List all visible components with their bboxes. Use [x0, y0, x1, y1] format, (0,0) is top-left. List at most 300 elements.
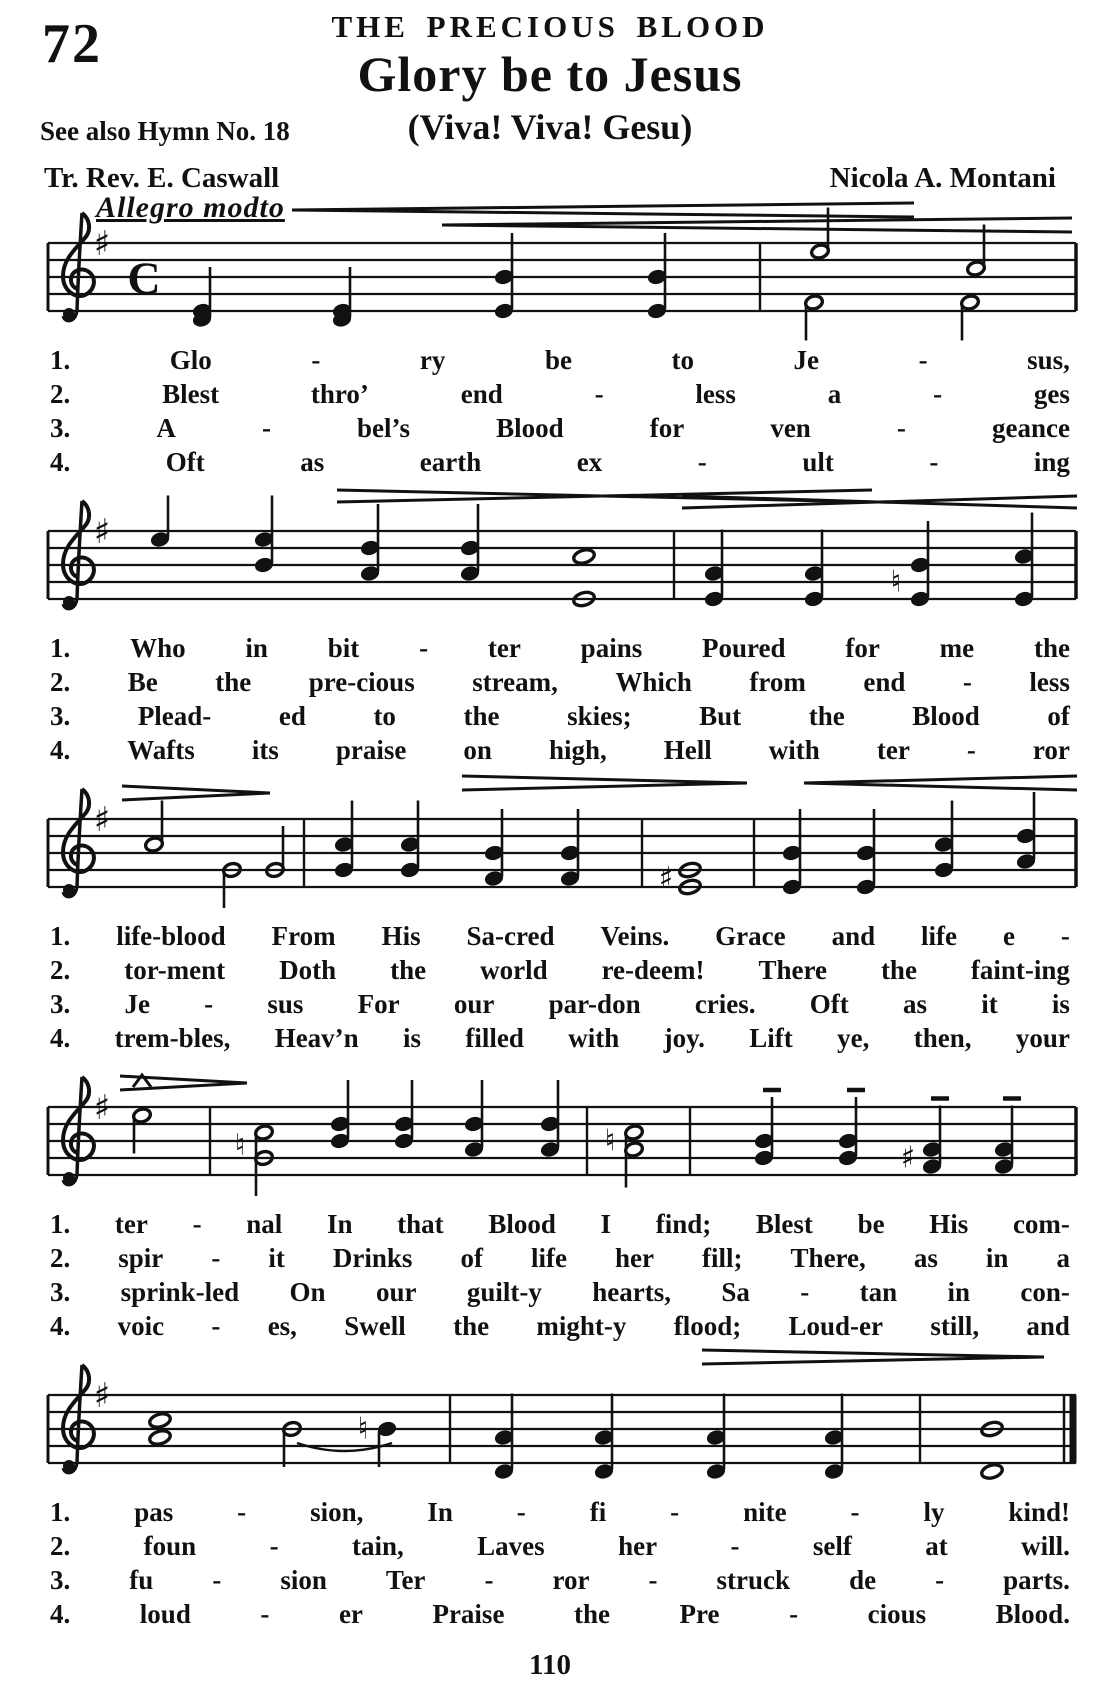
hairpin-dynamic-icon [462, 776, 747, 790]
lyric-syllable: high, [548, 735, 607, 765]
lyric-syllable: 4. [50, 1599, 71, 1629]
lyric-syllable: to [373, 701, 396, 731]
note [704, 530, 724, 608]
hairpin-dynamic-icon [804, 776, 1077, 790]
lyric-syllable: hearts, [592, 1277, 671, 1307]
lyric-syllable: the [453, 1311, 490, 1341]
lyric-syllable: Which [615, 667, 692, 697]
lyric-syllable: 1. [50, 345, 71, 375]
lyric-syllable: 2. [50, 379, 71, 409]
lyric-syllable: ter [876, 735, 910, 765]
lyric-syllable: it [268, 1243, 285, 1273]
hairpin-dynamic-icon [702, 1350, 1044, 1364]
lyric-syllable: less [695, 379, 736, 409]
note [605, 1124, 644, 1188]
verse-block-1 [0, 343, 1100, 483]
note [1014, 513, 1034, 608]
lyric-syllable: find; [655, 1209, 712, 1239]
lyric-syllable: Heav’n [274, 1023, 359, 1053]
verse-line [50, 377, 1070, 411]
lyric-syllable: 3. [50, 989, 71, 1019]
lyric-syllable: For [357, 989, 400, 1019]
note [901, 1099, 949, 1176]
key-signature-sharp-icon: ♯ [93, 224, 111, 264]
lyric-syllable: our [453, 989, 495, 1019]
lyric-syllable: ter [114, 1209, 148, 1239]
lyric-syllable: Loud-er [788, 1311, 884, 1341]
note [782, 809, 802, 895]
lyric-syllable: 3. [50, 701, 71, 731]
lyric-syllable: loud [139, 1599, 191, 1629]
lyric-syllable: as [300, 447, 325, 477]
lyric-syllable: e [1002, 921, 1015, 951]
lyric-syllable: Blest [755, 1209, 813, 1239]
lyric-syllable: 4. [50, 1311, 71, 1341]
lyric-syllable: ven [770, 413, 811, 443]
note [754, 1090, 781, 1166]
lyric-syllable: - [935, 1565, 945, 1595]
lyric-syllable: sus [267, 989, 304, 1019]
lyric-syllable: Je [124, 989, 150, 1019]
lyric-syllable: tain, [352, 1531, 404, 1561]
lyric-syllable: bel’s [357, 413, 411, 443]
section-title: THE PRECIOUS BLOOD [331, 9, 769, 44]
lyric-syllable: end [863, 667, 906, 697]
lyric-syllable: be [857, 1209, 885, 1239]
verse-line [50, 1275, 1070, 1309]
music-staff-3 [42, 771, 1082, 919]
lyric-syllable: Plead- [137, 701, 212, 731]
lyric-syllable: re-deem! [601, 955, 705, 985]
note [222, 862, 242, 908]
lyric-syllable: - [237, 1497, 247, 1527]
lyric-syllable: par-don [548, 989, 641, 1019]
accidental-icon: ♯ [658, 861, 674, 896]
treble-clef-icon [63, 501, 94, 609]
lyric-syllable: - [211, 1311, 221, 1341]
lyric-syllable: struck [716, 1565, 791, 1595]
lyric-syllable: skies; [567, 701, 632, 731]
lyric-syllable: the [573, 1599, 610, 1629]
lyric-syllable: in [985, 1243, 1009, 1273]
lyric-syllable: er [338, 1599, 363, 1629]
verse-line [50, 631, 1070, 665]
verse-line [50, 411, 1070, 445]
lyric-syllable: thro’ [310, 379, 369, 409]
lyric-syllable: for [649, 413, 685, 443]
lyric-syllable: 1. [50, 633, 71, 663]
hairpin-dynamic-icon [682, 496, 1077, 508]
lyric-syllable: - [800, 1277, 810, 1307]
lyric-syllable: - [204, 989, 214, 1019]
lyric-syllable: Sa [721, 1277, 750, 1307]
hymn-number: 72 [42, 13, 102, 75]
lyric-syllable: - [697, 447, 707, 477]
key-signature-sharp-icon: ♯ [93, 800, 111, 840]
lyric-syllable: com- [1012, 1209, 1070, 1239]
lyric-syllable: cious [867, 1599, 927, 1629]
lyric-syllable: - [516, 1497, 526, 1527]
verse-block-2 [0, 631, 1100, 771]
see-also-reference: See also Hymn No. 18 [40, 116, 290, 146]
lyric-syllable: con- [1020, 1277, 1070, 1307]
lyric-syllable: as [902, 989, 927, 1019]
lyric-syllable: - [260, 1599, 270, 1629]
treble-clef-icon [63, 1077, 94, 1185]
lyric-syllable: still, [930, 1311, 980, 1341]
music-staff-4 [42, 1059, 1082, 1207]
verse-line [50, 1563, 1070, 1597]
lyric-syllable: self [812, 1531, 852, 1561]
lyric-syllable: voic [117, 1311, 165, 1341]
lyric-syllable: From [271, 921, 336, 951]
note [824, 1394, 844, 1480]
lyric-syllable: spir [118, 1243, 164, 1273]
lyric-syllable: Poured [702, 633, 786, 663]
lyric-syllable: to [671, 345, 694, 375]
lyric-syllable: sion, [310, 1497, 364, 1527]
lyric-syllable: life [530, 1243, 567, 1273]
lyric-syllable: ry [419, 345, 446, 375]
verse-line [50, 1309, 1070, 1343]
music-system-5 [0, 1347, 1100, 1635]
lyric-syllable: Sa-cred [466, 921, 555, 951]
lyric-syllable: bit [327, 633, 360, 663]
accidental-icon: ♯ [900, 1140, 916, 1176]
lyric-syllable: with [568, 1023, 620, 1053]
lyric-syllable: faint-ing [970, 955, 1070, 985]
lyric-syllable: is [1051, 989, 1070, 1019]
note [235, 1124, 274, 1196]
lyric-syllable: is [403, 1023, 422, 1053]
note [1016, 792, 1036, 870]
lyric-syllable: fill; [702, 1243, 743, 1273]
accidental-icon: ♮ [890, 564, 902, 600]
lyric-syllable: less [1029, 667, 1070, 697]
lyric-syllable: earth [419, 447, 482, 477]
lyric-syllable: tor-ment [124, 955, 226, 985]
verse-line [50, 699, 1070, 733]
lyric-syllable: In [427, 1497, 453, 1527]
lyric-syllable: flood; [673, 1311, 742, 1341]
lyric-syllable: Swell [344, 1311, 406, 1341]
verse-line [50, 953, 1070, 987]
lyric-syllable: the [1033, 633, 1070, 663]
lyric-syllable: be [544, 345, 572, 375]
lyric-syllable: His [929, 1209, 969, 1239]
note [484, 809, 504, 887]
hairpin-dynamic-icon [442, 218, 1072, 232]
lyric-syllable: de [849, 1565, 877, 1595]
lyric-syllable: Blest [162, 379, 220, 409]
lyric-syllable: cries. [694, 989, 756, 1019]
lyric-syllable: ly [923, 1497, 945, 1527]
key-signature-sharp-icon: ♯ [93, 1376, 111, 1416]
note [358, 1412, 397, 1468]
lyric-syllable: the [463, 701, 500, 731]
lyric-syllable: Blood [488, 1209, 556, 1239]
music-system-2 [0, 483, 1100, 771]
page-header [0, 0, 1100, 195]
lyric-syllable: ed [278, 701, 306, 731]
lyric-syllable: 1. [50, 921, 71, 951]
verse-line [50, 1597, 1070, 1631]
note [960, 294, 980, 340]
hairpin-dynamic-icon [292, 203, 914, 217]
composer-credit: Nicola A. Montani [829, 162, 1056, 194]
lyric-syllable: Je [793, 345, 820, 375]
lyric-syllable: 2. [50, 1243, 71, 1273]
treble-clef-icon [63, 213, 94, 321]
note [804, 530, 824, 608]
lyric-syllable: Grace [715, 921, 786, 951]
lyric-syllable: pre-cious [308, 667, 415, 697]
lyric-syllable: - [419, 633, 429, 663]
lyric-syllable: Ter [385, 1565, 426, 1595]
lyric-syllable: 3. [50, 1277, 71, 1307]
lyric-syllable: Drinks [332, 1243, 413, 1273]
lyric-syllable: Oft [809, 989, 849, 1019]
lyric-syllable: from [749, 667, 806, 697]
lyric-syllable: - [850, 1497, 860, 1527]
lyric-syllable: Be [127, 667, 158, 697]
verse-line [50, 1021, 1070, 1055]
lyric-syllable: pas [134, 1497, 174, 1527]
lyric-syllable: 2. [50, 955, 71, 985]
lyric-syllable: Blood [496, 413, 564, 443]
lyric-syllable: her [618, 1531, 658, 1561]
lyric-syllable: then, [913, 1023, 972, 1053]
lyric-syllable: nite [743, 1497, 787, 1527]
subtitle-row [0, 104, 1100, 154]
lyric-syllable: the [390, 955, 427, 985]
lyric-syllable: ter [487, 633, 521, 663]
lyric-syllable: I [600, 1209, 612, 1239]
lyric-syllable: - [896, 413, 906, 443]
lyric-syllable: fu [129, 1565, 154, 1595]
lyric-syllable: of [1047, 701, 1070, 731]
verse-line [50, 665, 1070, 699]
lyric-syllable: Oft [165, 447, 205, 477]
lyric-syllable: - [212, 1565, 222, 1595]
lyric-syllable: Blood. [995, 1599, 1070, 1629]
lyric-syllable: 1. [50, 1497, 71, 1527]
lyric-syllable: ges [1033, 379, 1070, 409]
note [659, 861, 702, 896]
lyric-syllable: her [615, 1243, 654, 1273]
lyric-syllable: a [827, 379, 842, 409]
note [254, 496, 274, 574]
lyric-syllable: - [484, 1565, 494, 1595]
verse-line [50, 445, 1070, 479]
lyric-syllable: on [463, 735, 492, 765]
verse-block-3 [0, 919, 1100, 1059]
lyric-syllable: ror [552, 1565, 590, 1595]
note [460, 504, 480, 582]
lyric-syllable: - [594, 379, 604, 409]
treble-clef-icon [63, 789, 94, 897]
lyric-syllable: - [918, 345, 928, 375]
lyric-syllable: at [925, 1531, 948, 1561]
lyric-syllable: stream, [472, 667, 558, 697]
lyric-syllable: There, [790, 1243, 866, 1273]
key-signature-sharp-icon: ♯ [93, 1088, 111, 1128]
lyric-syllable: - [311, 345, 321, 375]
page-number: 110 [529, 1649, 571, 1681]
verse-line [50, 1529, 1070, 1563]
lyric-syllable: geance [992, 413, 1070, 443]
lyric-syllable: In [326, 1209, 353, 1239]
note [494, 1394, 514, 1480]
tempo-marking: Allegro modto [96, 191, 285, 224]
lyric-syllable: joy. [663, 1023, 705, 1053]
lyric-syllable: 1. [50, 1209, 71, 1239]
lyric-syllable: - [211, 1243, 221, 1273]
lyric-syllable: filled [465, 1023, 524, 1053]
note [400, 801, 420, 879]
note [144, 801, 164, 853]
hairpin-dynamic-icon [122, 786, 270, 800]
subtitle-italian: (Viva! Viva! Gesu) [407, 107, 693, 147]
lyric-syllable: - [929, 447, 939, 477]
lyric-syllable: Doth [279, 955, 337, 985]
note [330, 1080, 350, 1149]
lyric-syllable: world [480, 955, 548, 985]
verse-line [50, 343, 1070, 377]
lyric-syllable: fi [589, 1497, 607, 1527]
verse-line [50, 1207, 1070, 1241]
lyric-syllable: - [962, 667, 972, 697]
lyric-syllable: ror [1032, 735, 1070, 765]
time-signature: C [127, 252, 161, 304]
lyric-syllable: - [670, 1497, 680, 1527]
lyric-syllable: es, [267, 1311, 297, 1341]
lyric-syllable: praise [335, 735, 407, 765]
lyric-syllable: and [1026, 1311, 1070, 1341]
lyric-syllable: ing [1033, 447, 1070, 477]
lyric-syllable: 4. [50, 735, 71, 765]
lyric-syllable: sion [280, 1565, 327, 1595]
lyric-syllable: - [730, 1531, 740, 1561]
note [706, 1394, 726, 1480]
lyric-syllable: ult [802, 447, 834, 477]
lyric-syllable: end [460, 379, 503, 409]
lyric-syllable: sus, [1027, 345, 1070, 375]
lyric-syllable: Lift [749, 1023, 793, 1053]
note [994, 1099, 1021, 1175]
music-staff-2 [42, 483, 1082, 631]
lyric-syllable: life [921, 921, 958, 951]
lyric-syllable: But [699, 701, 742, 731]
lyric-syllable: ex [576, 447, 603, 477]
note [856, 809, 876, 895]
lyric-syllable: sprink-led [120, 1277, 240, 1307]
lyric-syllable: - [966, 735, 976, 765]
lyric-syllable: life-blood [116, 921, 226, 951]
verse-line [50, 733, 1070, 767]
lyric-syllable: 4. [50, 447, 71, 477]
lyric-syllable: 2. [50, 667, 71, 697]
lyric-syllable: kind! [1008, 1497, 1070, 1527]
verse-line [50, 919, 1070, 953]
lyric-syllable: with [768, 735, 820, 765]
lyric-syllable: - [269, 1531, 279, 1561]
note [594, 1394, 614, 1480]
verse-block-5 [0, 1495, 1100, 1635]
lyric-syllable: it [981, 989, 998, 1019]
music-staff-5 [42, 1347, 1082, 1495]
lyric-syllable: your [1015, 1023, 1070, 1053]
lyric-syllable: Laves [477, 1531, 545, 1561]
lyric-syllable: Praise [432, 1599, 505, 1629]
lyric-syllable: ye, [837, 1023, 870, 1053]
lyric-syllable: that [397, 1209, 444, 1239]
lyric-syllable: foun [143, 1531, 197, 1561]
lyric-syllable: the [808, 701, 845, 731]
lyric-syllable: the [215, 667, 252, 697]
lyric-syllable: might-y [536, 1311, 627, 1341]
lyric-syllable: for [845, 633, 880, 663]
music-system-4 [0, 1059, 1100, 1347]
note [150, 496, 170, 548]
lyric-syllable: 2. [50, 1531, 71, 1561]
note [360, 504, 380, 582]
lyric-syllable: will. [1021, 1531, 1070, 1561]
lyric-syllable: Glo [169, 345, 212, 375]
lyric-syllable: A [156, 413, 176, 443]
verse-block-4 [0, 1207, 1100, 1347]
lyric-syllable: Who [130, 633, 186, 663]
note [464, 1080, 484, 1158]
lyric-syllable: 3. [50, 1565, 71, 1595]
page-title: Glory be to Jesus [357, 46, 743, 102]
lyric-syllable: parts. [1003, 1565, 1070, 1595]
lyric-syllable: tan [859, 1277, 898, 1307]
lyric-syllable: guilt-y [466, 1277, 542, 1307]
lyric-syllable: trem-bles, [114, 1023, 231, 1053]
lyric-syllable: in [245, 633, 268, 663]
note [647, 233, 667, 319]
note [934, 801, 954, 879]
lyric-syllable: There [758, 955, 827, 985]
lyric-syllable: On [289, 1277, 326, 1307]
note [334, 801, 354, 879]
lyric-syllable: pains [580, 633, 643, 663]
lyric-syllable: His [381, 921, 421, 951]
lyric-syllable: its [251, 735, 279, 765]
note [494, 233, 514, 319]
note [804, 294, 824, 340]
lyric-syllable: Blood [912, 701, 980, 731]
lyric-syllable: of [460, 1243, 483, 1273]
accidental-icon: ♮ [357, 1411, 369, 1447]
verse-line [50, 1495, 1070, 1529]
verse-line [50, 987, 1070, 1021]
lyric-syllable: - [261, 413, 271, 443]
music-system-3 [0, 771, 1100, 1059]
lyric-syllable: the [880, 955, 917, 985]
lyric-syllable: as [913, 1243, 938, 1273]
music-system-1 [0, 191, 1100, 483]
note [540, 1080, 560, 1158]
lyric-syllable: 4. [50, 1023, 71, 1053]
lyric-syllable: 3. [50, 413, 71, 443]
lyric-syllable: - [789, 1599, 799, 1629]
lyric-syllable: a [1056, 1243, 1070, 1273]
lyric-syllable: Veins. [600, 921, 670, 951]
lyric-syllable: Hell [663, 735, 712, 765]
lyric-syllable: - [1060, 921, 1070, 951]
